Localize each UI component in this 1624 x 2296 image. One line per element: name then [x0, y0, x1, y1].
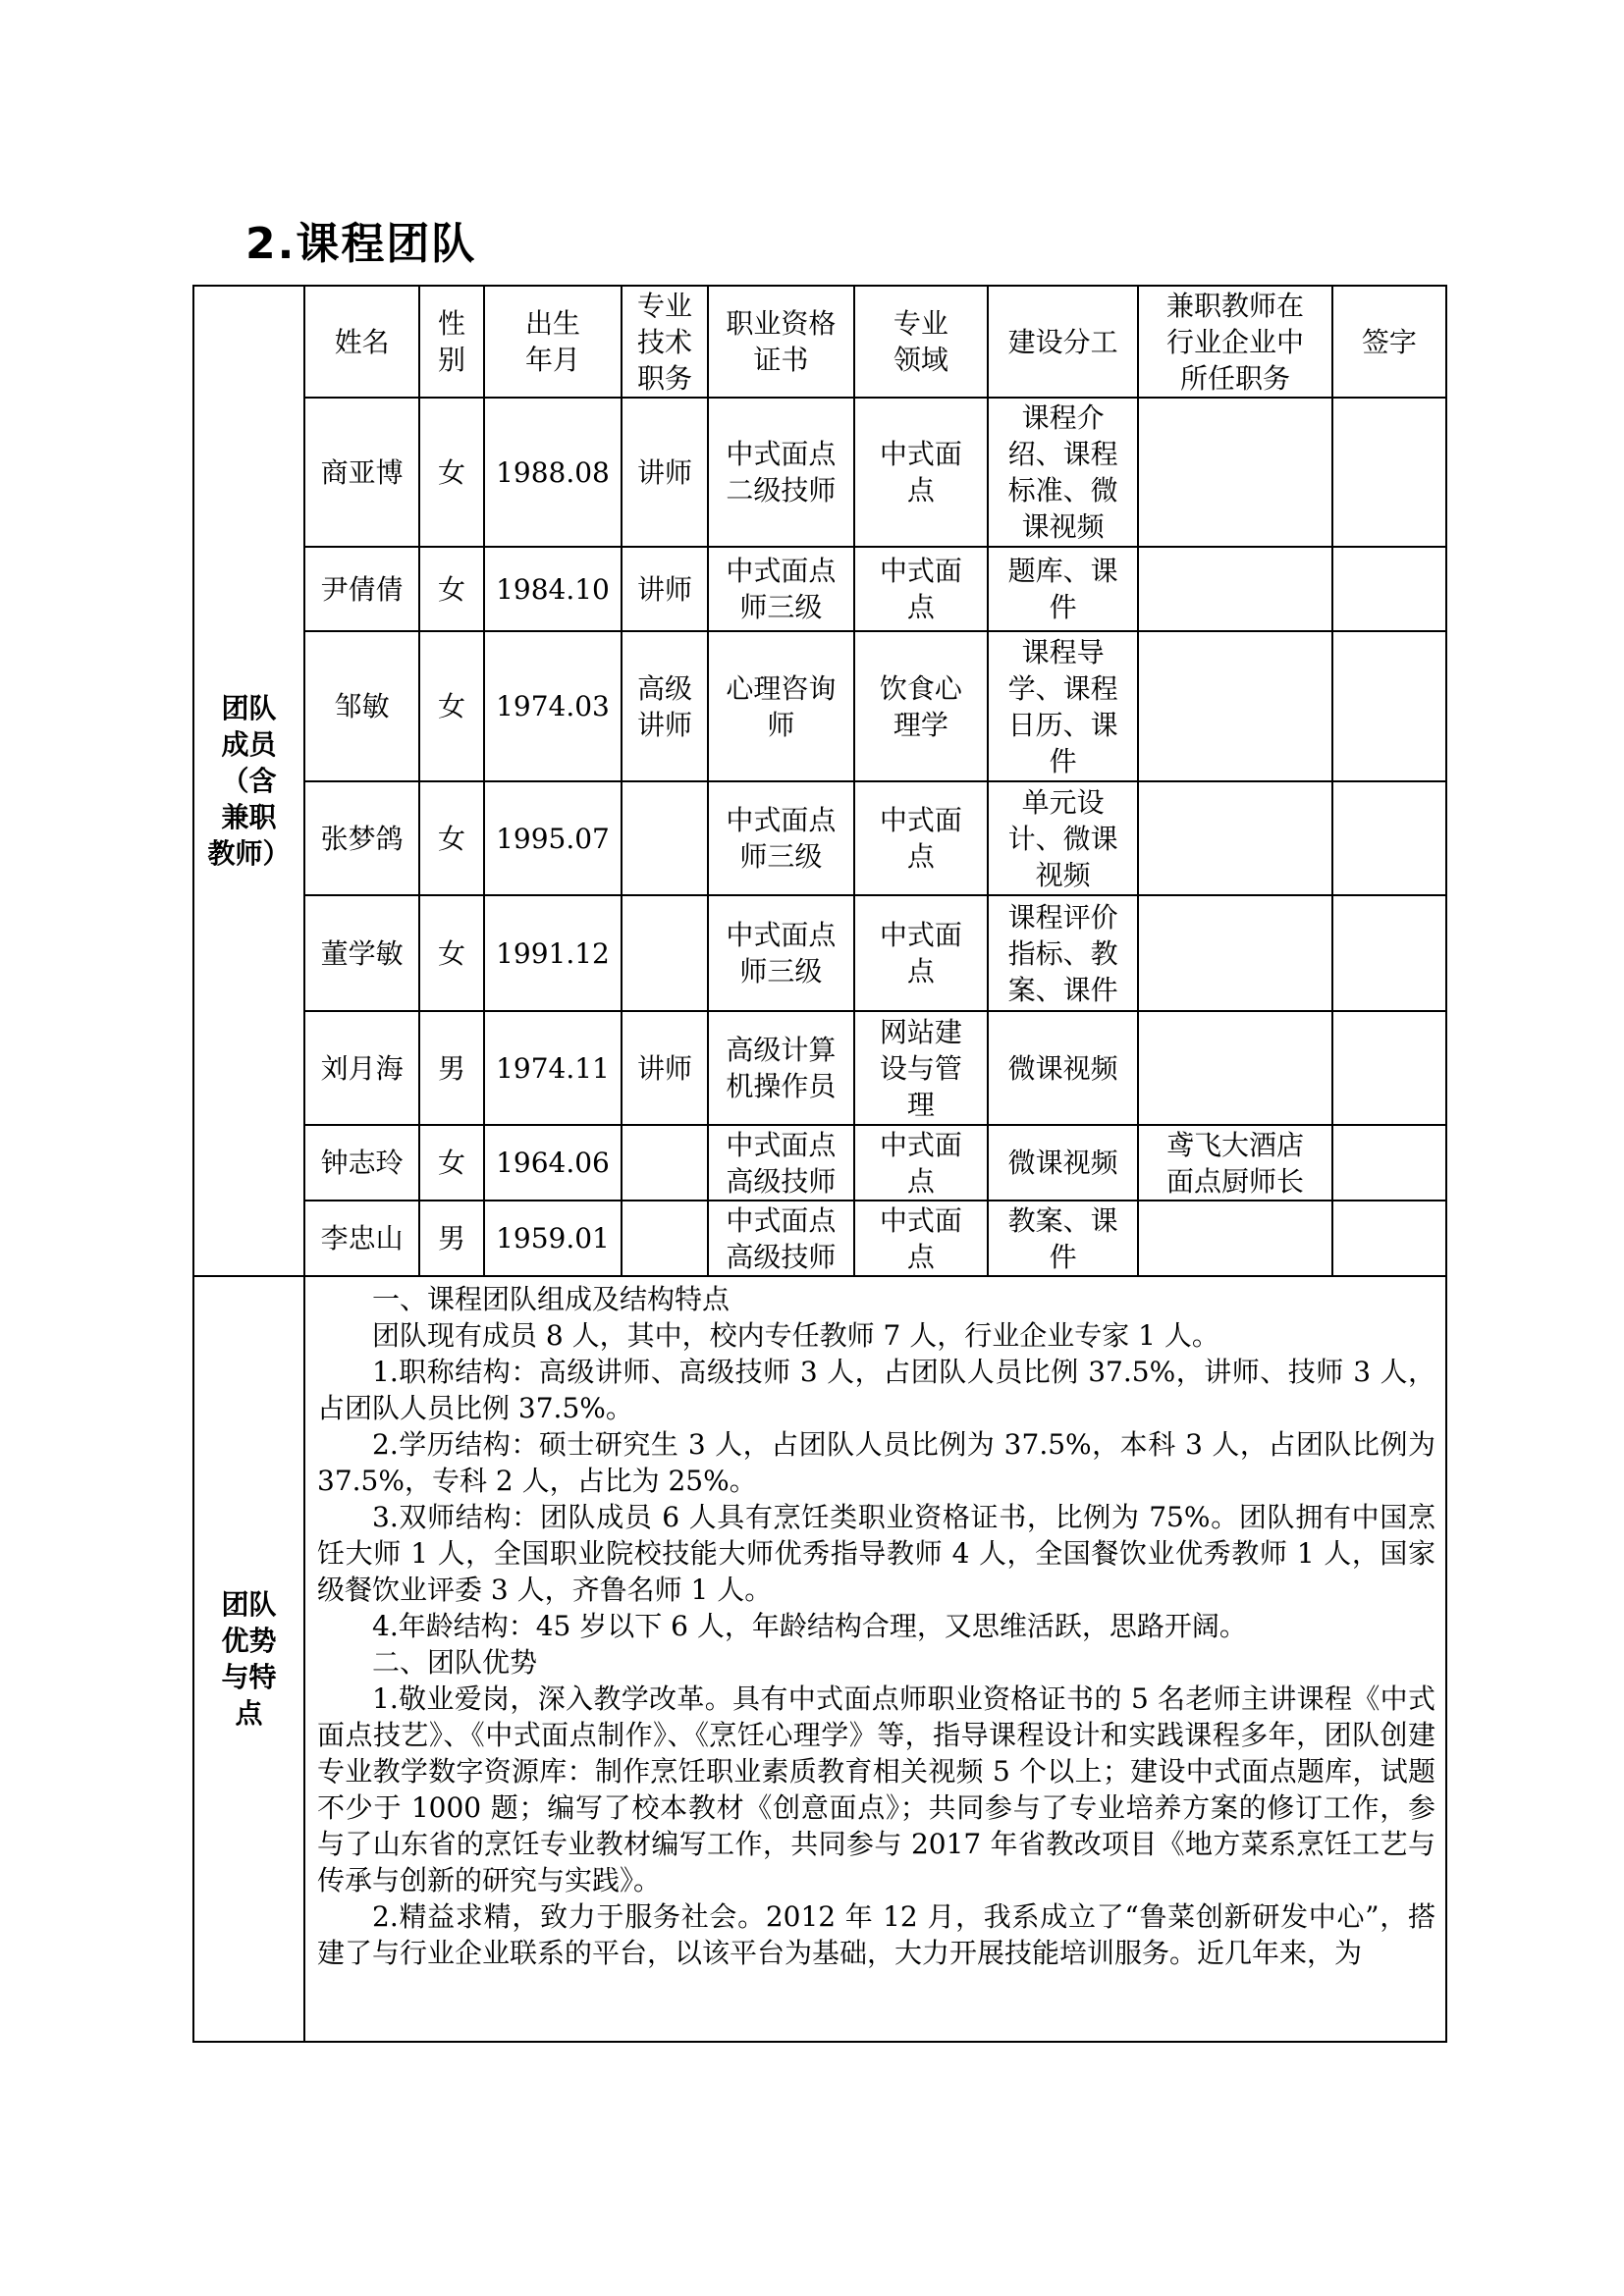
paragraph: 2.学历结构：硕士研究生 3 人，占团队人员比例为 37.5%，本科 3 人，占团队比例为 37.5%，专科 2 人，占比为 25%。	[317, 1428, 1435, 1497]
paragraph: 1.职称结构：高级讲师、高级技师 3 人，占团队人员比例 37.5%，讲师、技师 3 人，占团队人员比例 37.5%。	[317, 1356, 1435, 1424]
member-tech-title-cell: 讲师	[622, 547, 708, 631]
member-division-cell: 课程评价 指标、教 案、课件	[988, 895, 1138, 1011]
header-birth: 出生 年月	[484, 286, 622, 398]
member-birth-cell: 1988.08	[484, 398, 622, 547]
member-division-cell: 题库、课 件	[988, 547, 1138, 631]
table-row	[193, 1201, 1446, 1276]
paragraph: 3.双师结构：团队成员 6 人具有烹饪类职业资格证书，比例为 75%。团队拥有中国烹饪大师 1 人，全国职业院校技能大师优秀指导教师 4 人，全国餐饮业优秀教师 1 人，国家级餐饮业评委 3 人，齐鲁名师 1 人。	[317, 1501, 1435, 1606]
member-birth-cell: 1959.01	[484, 1201, 622, 1276]
member-parttime-role-cell: 鸢飞大酒店 面点厨师长	[1138, 1125, 1332, 1201]
member-birth-cell: 1964.06	[484, 1125, 622, 1201]
paragraph: 团队现有成员 8 人，其中，校内专任教师 7 人，行业企业专家 1 人。	[372, 1319, 1219, 1352]
table-row	[193, 631, 1446, 781]
member-signature-cell	[1332, 631, 1446, 781]
member-parttime-role-cell	[1138, 547, 1332, 631]
member-name-cell: 刘月海	[304, 1011, 419, 1125]
member-field-cell: 中式面 点	[854, 1201, 988, 1276]
member-tech-title-cell: 高级 讲师	[622, 631, 708, 781]
member-birth-cell: 1974.03	[484, 631, 622, 781]
member-signature-cell	[1332, 895, 1446, 1011]
member-birth-cell: 1995.07	[484, 781, 622, 895]
member-birth-cell: 1974.11	[484, 1011, 622, 1125]
member-signature-cell	[1332, 398, 1446, 547]
member-parttime-role-cell	[1138, 1011, 1332, 1125]
member-parttime-role-cell	[1138, 398, 1332, 547]
member-gender-cell: 男	[419, 1011, 483, 1125]
member-cert-cell: 中式面点 高级技师	[708, 1201, 854, 1276]
member-field-cell: 中式面 点	[854, 895, 988, 1011]
member-division-cell: 微课视频	[988, 1125, 1138, 1201]
member-division-cell: 教案、课 件	[988, 1201, 1138, 1276]
member-cert-cell: 心理咨询 师	[708, 631, 854, 781]
header-tech-title: 专业 技术 职务	[622, 286, 708, 398]
member-name-cell: 张梦鸽	[304, 781, 419, 895]
member-gender-cell: 女	[419, 547, 483, 631]
member-signature-cell	[1332, 547, 1446, 631]
member-parttime-role-cell	[1138, 631, 1332, 781]
member-field-cell: 中式面 点	[854, 1125, 988, 1201]
header-cert: 职业资格 证书	[708, 286, 854, 398]
member-signature-cell	[1332, 781, 1446, 895]
table-row	[193, 547, 1446, 631]
member-name-cell: 董学敏	[304, 895, 419, 1011]
advantages-content	[304, 1276, 1446, 2042]
header-parttime-role: 兼职教师在 行业企业中 所任职务	[1138, 286, 1332, 398]
advantages-row	[193, 1276, 1446, 2042]
members-label: 团队 成员 （含 兼职 教师）	[193, 286, 304, 1276]
member-cert-cell: 中式面点 师三级	[708, 547, 854, 631]
header-row	[193, 286, 1446, 398]
paragraph: 4.年龄结构：45 岁以下 6 人，年龄结构合理，又思维活跃，思路开阔。	[372, 1610, 1247, 1642]
member-tech-title-cell	[622, 781, 708, 895]
member-gender-cell: 女	[419, 631, 483, 781]
header-gender: 性 别	[419, 286, 483, 398]
table-row	[193, 398, 1446, 547]
member-signature-cell	[1332, 1011, 1446, 1125]
header-name: 姓名	[304, 286, 419, 398]
member-parttime-role-cell	[1138, 1201, 1332, 1276]
member-cert-cell: 中式面点 师三级	[708, 895, 854, 1011]
member-tech-title-cell: 讲师	[622, 398, 708, 547]
member-field-cell: 中式面 点	[854, 398, 988, 547]
table-row	[193, 895, 1446, 1011]
header-field: 专业 领域	[854, 286, 988, 398]
paragraph: 2.精益求精，致力于服务社会。2012 年 12 月，我系成立了“鲁菜创新研发中心”，搭建了与行业企业联系的平台，以该平台为基础，大力开展技能培训服务。近几年来，为	[317, 1900, 1435, 1969]
member-cert-cell: 中式面点 高级技师	[708, 1125, 854, 1201]
section-heading: 二、团队优势	[372, 1646, 538, 1679]
page-title: 2.课程团队	[245, 219, 477, 269]
member-name-cell: 邹敏	[304, 631, 419, 781]
member-field-cell: 中式面 点	[854, 781, 988, 895]
member-tech-title-cell	[622, 1125, 708, 1201]
header-division: 建设分工	[988, 286, 1138, 398]
member-name-cell: 钟志玲	[304, 1125, 419, 1201]
member-name-cell: 尹倩倩	[304, 547, 419, 631]
member-parttime-role-cell	[1138, 895, 1332, 1011]
table-row	[193, 1011, 1446, 1125]
member-field-cell: 网站建 设与管 理	[854, 1011, 988, 1125]
member-signature-cell	[1332, 1201, 1446, 1276]
table-row	[193, 781, 1446, 895]
member-birth-cell: 1991.12	[484, 895, 622, 1011]
member-gender-cell: 女	[419, 1125, 483, 1201]
member-name-cell: 商亚博	[304, 398, 419, 547]
paragraph: 1.敬业爱岗，深入教学改革。具有中式面点师职业资格证书的 5 名老师主讲课程《中式面点技艺》、《中式面点制作》、《烹饪心理学》等，指导课程设计和实践课程多年，团队创建专业教学数字资源库：制作烹饪职业素质教育相关视频 5 个以上；建设中式面点题库，试题不少于 1000 题；编写了校本教材《创意面点》；共同参与了专业培养方案的修订工作，参与了山东省的烹饪专业教材编写工作，共同参与 2017 年省教改项目《地方菜系烹饪工艺与传承与创新的研究与实践》。	[317, 1682, 1435, 1896]
member-name-cell: 李忠山	[304, 1201, 419, 1276]
member-gender-cell: 男	[419, 1201, 483, 1276]
member-birth-cell: 1984.10	[484, 547, 622, 631]
member-gender-cell: 女	[419, 398, 483, 547]
member-field-cell: 中式面 点	[854, 547, 988, 631]
member-gender-cell: 女	[419, 895, 483, 1011]
member-cert-cell: 中式面点 二级技师	[708, 398, 854, 547]
member-tech-title-cell	[622, 895, 708, 1011]
advantages-label: 团队 优势 与特 点	[193, 1276, 304, 2042]
member-cert-cell: 高级计算 机操作员	[708, 1011, 854, 1125]
header-signature: 签字	[1332, 286, 1446, 398]
member-cert-cell: 中式面点 师三级	[708, 781, 854, 895]
course-team-table	[192, 285, 1447, 2043]
member-division-cell: 课程导 学、课程 日历、课 件	[988, 631, 1138, 781]
member-division-cell: 微课视频	[988, 1011, 1138, 1125]
member-division-cell: 课程介 绍、课程 标准、微 课视频	[988, 398, 1138, 547]
member-field-cell: 饮食心 理学	[854, 631, 988, 781]
table-row	[193, 1125, 1446, 1201]
member-signature-cell	[1332, 1125, 1446, 1201]
member-division-cell: 单元设 计、微课 视频	[988, 781, 1138, 895]
member-tech-title-cell: 讲师	[622, 1011, 708, 1125]
member-tech-title-cell	[622, 1201, 708, 1276]
section-heading: 一、课程团队组成及结构特点	[372, 1283, 731, 1315]
member-gender-cell: 女	[419, 781, 483, 895]
member-parttime-role-cell	[1138, 781, 1332, 895]
